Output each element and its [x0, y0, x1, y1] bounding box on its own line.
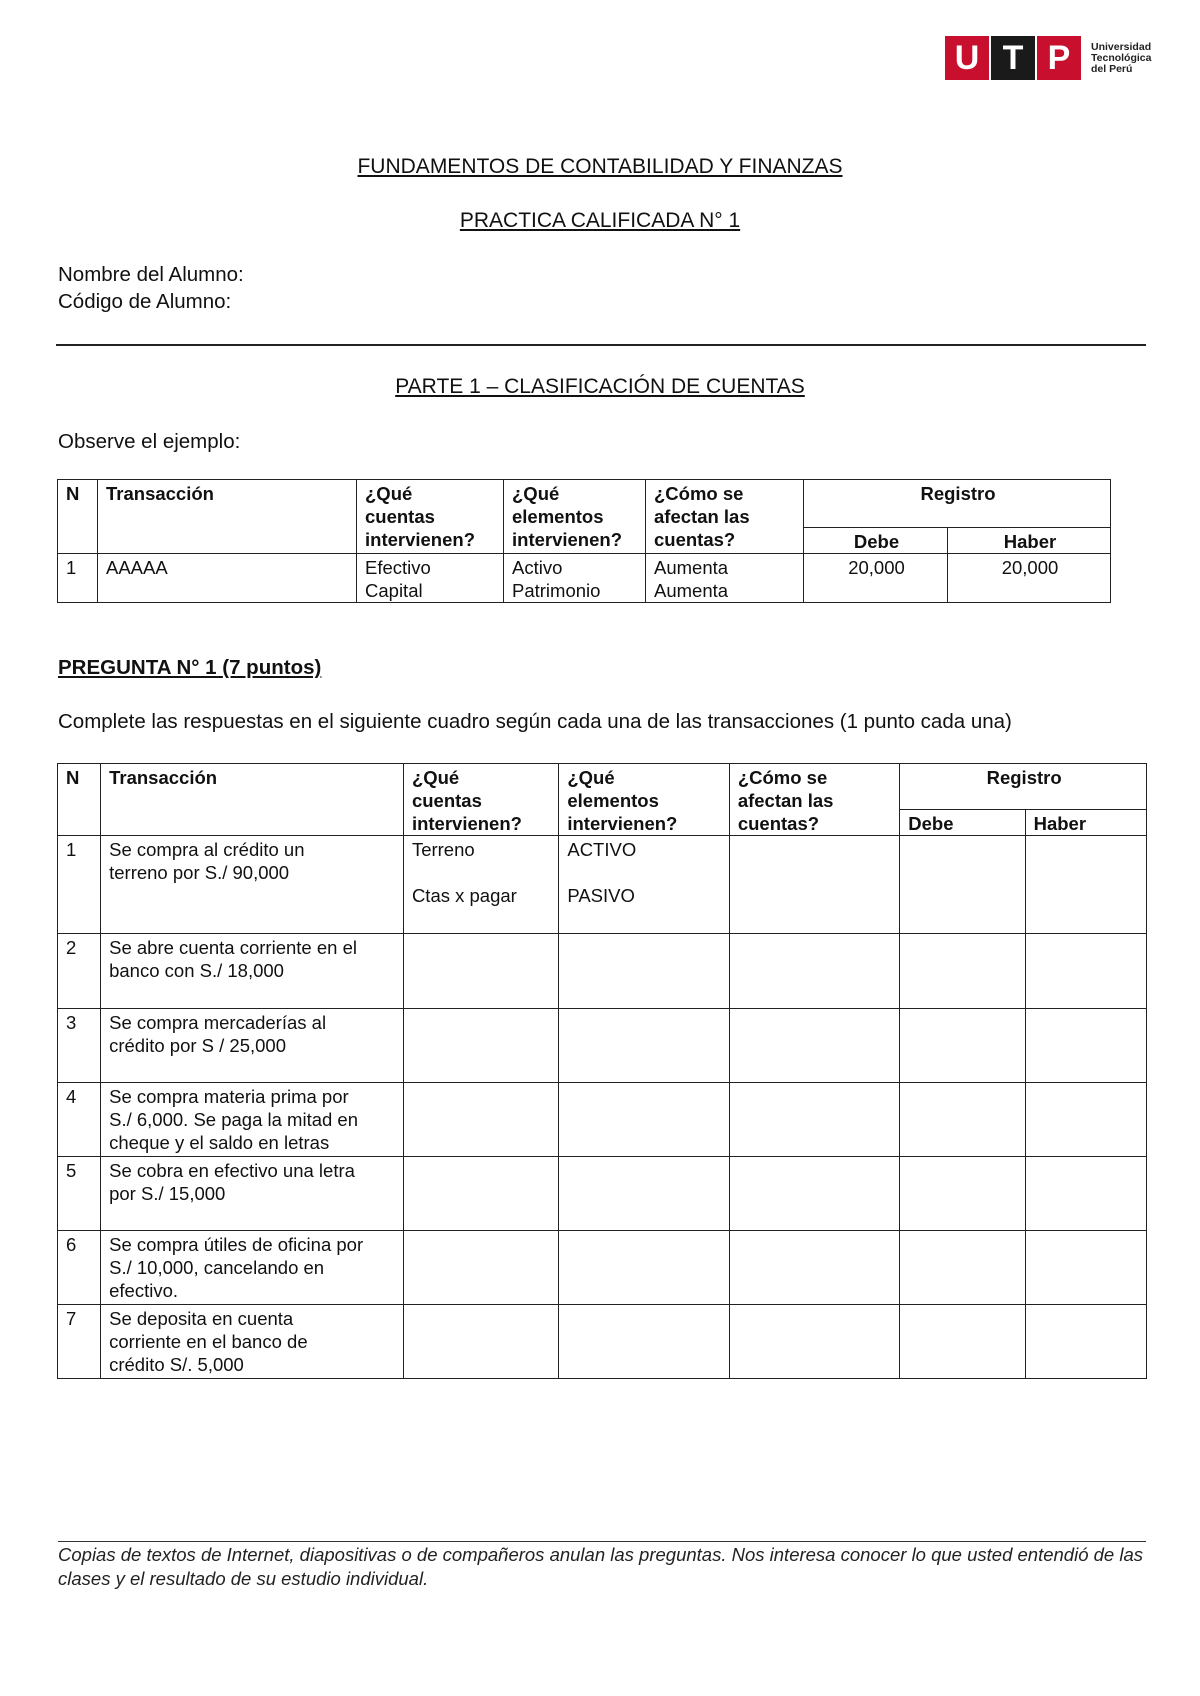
row-transaccion: Se compra mercaderías al crédito por S / 25,000	[101, 1009, 404, 1083]
question1-title: PREGUNTA N° 1	[58, 656, 217, 679]
table-header-registro: Registro	[900, 764, 1147, 810]
row-cuentas[interactable]	[403, 1157, 558, 1231]
logo-text-line-3: del Perú	[1091, 62, 1133, 75]
row-number: 4	[58, 1083, 101, 1157]
question1-heading	[58, 656, 321, 680]
table-header-haber: Haber	[1025, 810, 1146, 836]
row-transaccion: Se deposita en cuenta corriente en el banco de crédito S/. 5,000	[101, 1305, 404, 1379]
row-debe[interactable]	[900, 1083, 1025, 1157]
row-debe[interactable]	[900, 934, 1025, 1009]
table-row	[58, 1083, 1147, 1157]
footer-note: Copias de textos de Internet, diapositivas o de compañeros anulan las preguntas. Nos interesa conocer lo que usted entendió de las clases y el resultado de su estudio individual.	[58, 1544, 1143, 1589]
row-number: 1	[58, 836, 101, 934]
question1-instruction: Complete las respuestas en el siguiente cuadro según cada una de las transacciones (1 punto cada una)	[58, 710, 1012, 733]
example-header-afectan: ¿Cómo se afectan las cuentas?	[646, 480, 804, 554]
row-elementos[interactable]	[559, 1009, 729, 1083]
example-header-cuentas: ¿Qué cuentas intervienen?	[357, 480, 504, 554]
example-header-transaccion: Transacción	[98, 480, 357, 554]
example-header-elementos: ¿Qué elementos intervienen?	[504, 480, 646, 554]
row-afectan[interactable]	[729, 836, 899, 934]
row-cuentas[interactable]: Terreno Ctas x pagar	[403, 836, 558, 934]
table-header-transaccion: Transacción	[101, 764, 404, 836]
row-debe[interactable]	[900, 1157, 1025, 1231]
row-elementos[interactable]	[559, 1305, 729, 1379]
table-header-elementos: ¿Qué elementos intervienen?	[559, 764, 729, 836]
course-title: FUNDAMENTOS DE CONTABILIDAD Y FINANZAS	[357, 155, 843, 178]
row-transaccion: Se abre cuenta corriente en el banco con S./ 18,000	[101, 934, 404, 1009]
question1-points: (7 puntos)	[222, 656, 322, 679]
row-afectan[interactable]	[729, 1157, 899, 1231]
row-afectan[interactable]	[729, 1009, 899, 1083]
row-elementos[interactable]	[559, 1231, 729, 1305]
logo-text	[1091, 42, 1151, 75]
row-afectan[interactable]	[729, 934, 899, 1009]
example-cell-afectan: Aumenta Aumenta	[646, 554, 804, 603]
row-afectan[interactable]	[729, 1083, 899, 1157]
row-haber[interactable]	[1025, 1157, 1146, 1231]
logo-text-line-2: Tecnológica	[1091, 51, 1152, 64]
exam-title: PRACTICA CALIFICADA N° 1	[459, 209, 741, 232]
utp-logo	[945, 36, 1151, 80]
row-haber[interactable]	[1025, 934, 1146, 1009]
row-number: 6	[58, 1231, 101, 1305]
row-haber[interactable]	[1025, 1083, 1146, 1157]
example-cell-n: 1	[58, 554, 98, 603]
table-header-n: N	[58, 764, 101, 836]
row-cuentas[interactable]	[403, 1231, 558, 1305]
table-row	[58, 1231, 1147, 1305]
row-number: 7	[58, 1305, 101, 1379]
row-afectan[interactable]	[729, 1305, 899, 1379]
row-elementos[interactable]	[559, 1083, 729, 1157]
example-cell-haber: 20,000	[948, 554, 1111, 603]
logo-letter-t: T	[991, 36, 1035, 80]
example-cell-debe: 20,000	[804, 554, 948, 603]
table-header-debe: Debe	[900, 810, 1025, 836]
row-debe[interactable]	[900, 1305, 1025, 1379]
row-debe[interactable]	[900, 1009, 1025, 1083]
example-header-haber: Haber	[948, 528, 1111, 554]
table-row	[58, 836, 1147, 934]
row-haber[interactable]	[1025, 1231, 1146, 1305]
question1-table	[57, 763, 1147, 1379]
row-haber[interactable]	[1025, 1305, 1146, 1379]
example-intro: Observe el ejemplo:	[58, 430, 241, 453]
example-row	[58, 554, 1111, 603]
row-haber[interactable]	[1025, 1009, 1146, 1083]
example-cell-cuentas: Efectivo Capital	[357, 554, 504, 603]
example-header-debe: Debe	[804, 528, 948, 554]
row-transaccion: Se compra útiles de oficina por S./ 10,000, cancelando en efectivo.	[101, 1231, 404, 1305]
row-transaccion: Se compra materia prima por S./ 6,000. Se paga la mitad en cheque y el saldo en letras	[101, 1083, 404, 1157]
row-cuentas[interactable]	[403, 1009, 558, 1083]
row-debe[interactable]	[900, 836, 1025, 934]
example-header-n: N	[58, 480, 98, 554]
row-cuentas[interactable]	[403, 1083, 558, 1157]
row-cuentas[interactable]	[403, 934, 558, 1009]
example-cell-transaccion: AAAAA	[98, 554, 357, 603]
row-number: 3	[58, 1009, 101, 1083]
row-elementos[interactable]: ACTIVO PASIVO	[559, 836, 729, 934]
table-header-cuentas: ¿Qué cuentas intervienen?	[403, 764, 558, 836]
row-elementos[interactable]	[559, 934, 729, 1009]
row-elementos[interactable]	[559, 1157, 729, 1231]
row-afectan[interactable]	[729, 1231, 899, 1305]
logo-text-line-1: Universidad	[1091, 40, 1152, 53]
part1-title: PARTE 1 – CLASIFICACIÓN DE CUENTAS	[395, 375, 805, 398]
table-row	[58, 1009, 1147, 1083]
row-number: 2	[58, 934, 101, 1009]
row-haber[interactable]	[1025, 836, 1146, 934]
row-cuentas[interactable]	[403, 1305, 558, 1379]
section-divider	[56, 344, 1146, 346]
example-cell-elementos: Activo Patrimonio	[504, 554, 646, 603]
row-number: 5	[58, 1157, 101, 1231]
example-table	[57, 479, 1111, 603]
row-transaccion: Se compra al crédito un terreno por S./ 90,000	[101, 836, 404, 934]
row-debe[interactable]	[900, 1231, 1025, 1305]
logo-letter-u: U	[945, 36, 989, 80]
footer-divider	[58, 1541, 1146, 1542]
table-row	[58, 1305, 1147, 1379]
student-code-label: Código de Alumno:	[58, 290, 232, 313]
example-header-registro: Registro	[804, 480, 1111, 528]
table-row	[58, 1157, 1147, 1231]
table-row	[58, 934, 1147, 1009]
row-transaccion: Se cobra en efectivo una letra por S./ 15,000	[101, 1157, 404, 1231]
logo-letter-p: P	[1037, 36, 1081, 80]
student-name-label: Nombre del Alumno:	[58, 263, 244, 286]
table-header-afectan: ¿Cómo se afectan las cuentas?	[729, 764, 899, 836]
